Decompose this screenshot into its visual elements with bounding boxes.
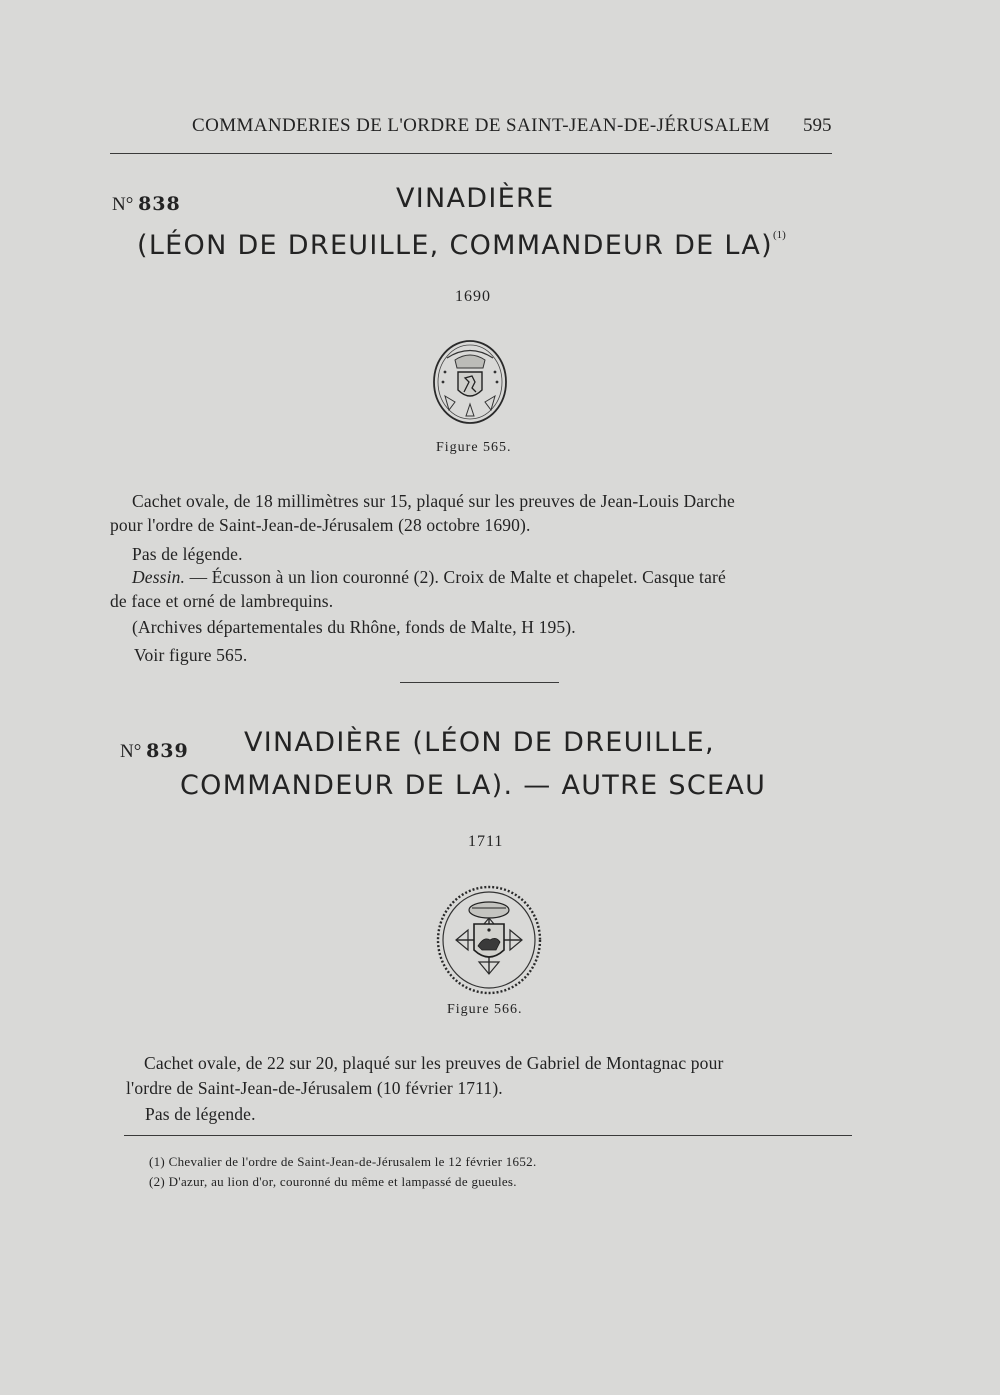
entry-number-value: 838 [138, 193, 181, 215]
entry-number-prefix: N° [120, 741, 142, 762]
paragraph-line: Pas de légende. [145, 1104, 256, 1124]
paragraph-line: Pas de légende. [132, 544, 243, 564]
paragraph-line: Cachet ovale, de 22 sur 20, plaqué sur les preuves de Gabriel de Montagnac pour [144, 1053, 724, 1073]
page-number: 595 [803, 115, 832, 136]
entry-number [120, 740, 189, 763]
running-title: COMMANDERIES DE L'ORDRE DE SAINT-JEAN-DE-JÉRUSALEM [192, 115, 770, 136]
figure-caption: Figure 565. [436, 440, 512, 455]
footnote-rule [124, 1135, 852, 1136]
section-divider [400, 682, 559, 683]
paragraph-line: l'ordre de Saint-Jean-de-Jérusalem (10 février 1711). [126, 1078, 503, 1098]
paragraph-line: Voir figure 565. [134, 645, 248, 665]
entry-title-line1: VINADIÈRE [396, 183, 555, 214]
entry-number [112, 193, 181, 216]
entry-year: 1711 [468, 833, 504, 850]
entry-title-line1: VINADIÈRE (LÉON DE DREUILLE, [244, 727, 715, 758]
paragraph-line: (Archives départementales du Rhône, fonds de Malte, H 195). [132, 617, 576, 637]
entry-title-line2: COMMANDEUR DE LA). — AUTRE SCEAU [180, 770, 767, 801]
entry-title-text: (LÉON DE DREUILLE, COMMANDEUR DE LA) [137, 230, 773, 261]
entry-title-line2 [137, 229, 786, 261]
dessin-text: — Écusson à un lion couronné (2). Croix de Malte et chapelet. Casque taré [189, 567, 726, 587]
figure-caption: Figure 566. [447, 1002, 523, 1017]
seal-figure-565 [425, 338, 515, 428]
entry-number-prefix: N° [112, 194, 134, 215]
paragraph-line: Cachet ovale, de 18 millimètres sur 15, plaqué sur les preuves de Jean-Louis Darche [132, 491, 735, 511]
footnote-ref: (1) [772, 229, 786, 241]
footnote: (1) Chevalier de l'ordre de Saint-Jean-de-Jérusalem le 12 février 1652. [149, 1154, 537, 1169]
seal-figure-566 [434, 884, 544, 996]
entry-number-value: 839 [146, 740, 189, 762]
paragraph-line: pour l'ordre de Saint-Jean-de-Jérusalem (28 octobre 1690). [110, 515, 531, 535]
paragraph-line: de face et orné de lambrequins. [110, 591, 334, 611]
entry-year: 1690 [455, 288, 491, 305]
paragraph-line [132, 567, 726, 588]
header-rule [110, 153, 832, 154]
dessin-label: Dessin. [132, 567, 186, 587]
footnote: (2) D'azur, au lion d'or, couronné du même et lampassé de gueules. [149, 1174, 517, 1189]
